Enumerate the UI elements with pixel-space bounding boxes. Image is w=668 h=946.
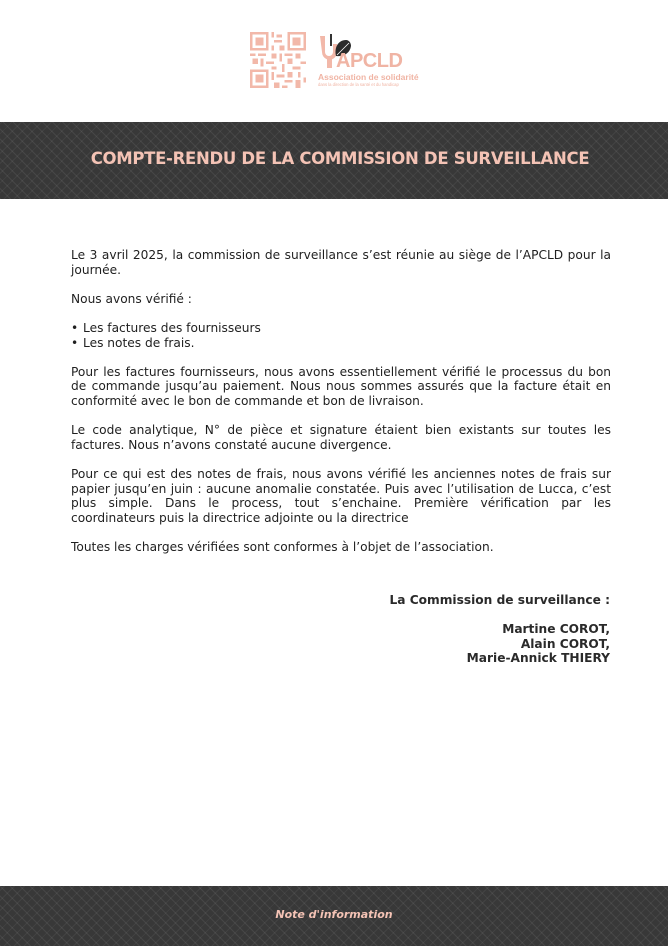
- signature-title: La Commission de surveillance :: [389, 593, 610, 607]
- signature-block: [389, 593, 610, 666]
- signature-member: Marie-Annick THIERY: [466, 651, 610, 666]
- brand-tagline: Association de solidarité: [318, 72, 419, 82]
- intro-paragraph: Le 3 avril 2025, la commission de surveillance s’est réunie au siège de l’APCLD pour la journée.: [71, 248, 611, 277]
- signature-member: Alain COROT,: [520, 636, 610, 651]
- report-body: [71, 248, 611, 569]
- qr-code-icon: [250, 32, 306, 88]
- logo-area: [0, 0, 668, 122]
- invoices-paragraph: Pour les factures fournisseurs, nous avons essentiellement vérifié le processus du bon de commande jusqu’au paiement. Nous nous sommes assurés que la facture était en conformité avec le bon de commande et bon de livraison.: [71, 364, 611, 408]
- footer-label: Note d'information: [275, 908, 393, 921]
- page-title: COMPTE-RENDU DE LA COMMISSION DE SURVEILLANCE: [90, 149, 590, 168]
- codes-paragraph: Le code analytique, N° de pièce et signature étaient bien existants sur toutes les factures. Nous n’avons constaté aucune divergence.: [71, 423, 611, 452]
- list-item: • Les notes de frais.: [71, 336, 611, 351]
- conclusion-paragraph: Toutes les charges vérifiées sont conformes à l’objet de l’association.: [71, 539, 494, 554]
- checked-label: Nous avons vérifié :: [71, 291, 192, 306]
- brand-subtagline: dans la direction de la santé et du handicap: [318, 82, 399, 87]
- list-item: • Les factures des fournisseurs: [71, 321, 611, 336]
- checked-list: [71, 321, 611, 350]
- signature-member: Martine COROT,: [502, 622, 610, 637]
- brand-name: APCLD: [336, 50, 403, 72]
- expenses-paragraph: Pour ce qui est des notes de frais, nous avons vérifié les anciennes notes de frais sur papier jusqu’en juin : aucune anomalie constatée. Puis avec l’utilisation de Lucca, c’est plus simple. Dans le process, tout s’enchaine. Première vérification par les coordinateurs puis la directrice adjointe ou la directrice: [71, 466, 611, 525]
